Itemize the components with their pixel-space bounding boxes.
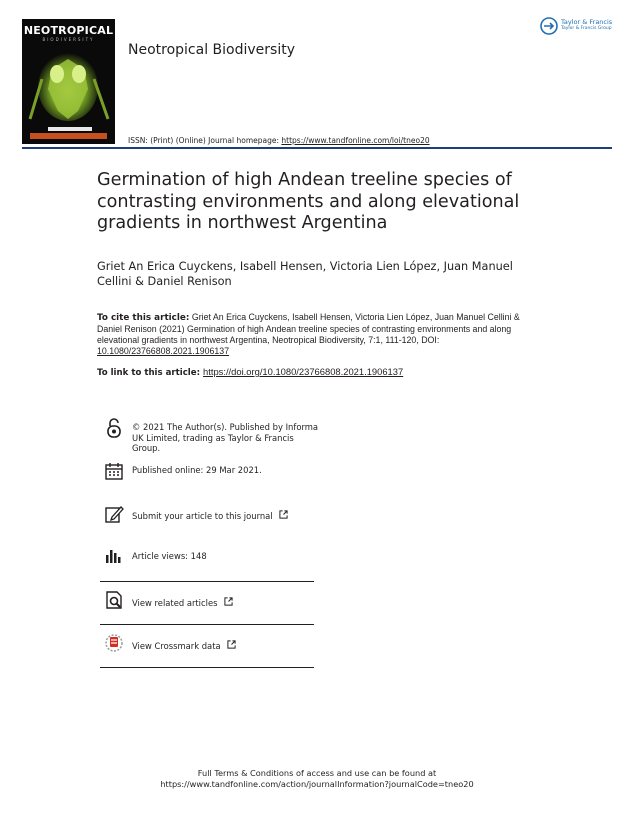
authors-list: Griet An Erica Cuyckens, Isabell Hensen, Victoria Lien López, Juan Manuel Cellini & Daniel Renison — [97, 260, 513, 288]
article-views: Article views: 148 — [132, 551, 207, 561]
submit-article-label: Submit your article to this journal — [132, 511, 273, 521]
cover-title: NEOTROPICAL — [23, 24, 114, 37]
cite-label: To cite this article: — [97, 313, 190, 323]
crossmark-icon — [104, 633, 124, 653]
article-doi-link[interactable]: https://doi.org/10.1080/23766808.2021.1906137 — [203, 366, 404, 377]
search-document-icon — [104, 590, 124, 610]
header-rule — [22, 147, 612, 149]
issn-line — [128, 136, 430, 145]
journal-cover-image — [22, 19, 115, 144]
publisher-logo-line2: Taylor & Francis Group — [561, 26, 612, 31]
journal-homepage-link[interactable]: https://www.tandfonline.com/loi/tneo20 — [281, 136, 430, 145]
citation-block — [97, 312, 547, 357]
divider — [100, 581, 314, 582]
open-access-lock-icon — [104, 418, 124, 438]
footer-terms-link[interactable]: https://www.tandfonline.com/action/journalInformation?journalCode=tneo20 — [160, 779, 474, 789]
license-text: © 2021 The Author(s). Published by Informa UK Limited, trading as Taylor & Francis Group. — [132, 422, 319, 453]
crossmark-link[interactable] — [132, 640, 236, 652]
divider — [100, 624, 314, 625]
bar-chart-icon — [104, 545, 124, 565]
cite-doi-link[interactable]: 10.1080/23766808.2021.1906137 — [97, 346, 230, 356]
publisher-logo-icon — [540, 17, 558, 35]
edit-icon — [104, 504, 124, 524]
footer-terms-text: Full Terms & Conditions of access and use can be found at — [197, 768, 437, 778]
crossmark-label: View Crossmark data — [132, 641, 221, 651]
publisher-logo-text — [561, 18, 612, 32]
external-link-icon — [279, 510, 288, 519]
cover-subtitle: BIODIVERSITY — [42, 37, 95, 42]
publisher-logo-line1: Taylor & Francis — [561, 18, 613, 26]
footer — [0, 768, 634, 790]
cite-text: Griet An Erica Cuyckens, Isabell Hensen, Victoria Lien López, Juan Manuel Cellini & Daniel Renison (2021) Germination of high Andean treeline species of contrasting environments and along elevational gradients in northwest Argentina, Neotropical Biodiversity, 7:1, 111-120, DOI: — [97, 312, 520, 345]
related-articles-label: View related articles — [132, 598, 218, 608]
journal-title[interactable]: Neotropical Biodiversity — [128, 42, 295, 58]
submit-article-link[interactable] — [132, 510, 288, 522]
publisher-logo[interactable] — [540, 17, 614, 37]
article-title: Germination of high Andean treeline species of contrasting environments and along elevational gradients in northwest Argentina — [97, 170, 520, 233]
link-label: To link to this article: — [97, 368, 204, 378]
issn-text: ISSN: (Print) (Online) Journal homepage: — [128, 136, 282, 145]
related-articles-link[interactable] — [132, 597, 233, 609]
external-link-icon — [224, 597, 233, 606]
external-link-icon — [227, 640, 236, 649]
divider — [100, 667, 314, 668]
calendar-icon — [104, 461, 124, 481]
article-link-line — [97, 366, 403, 378]
published-date: Published online: 29 Mar 2021. — [132, 465, 262, 475]
